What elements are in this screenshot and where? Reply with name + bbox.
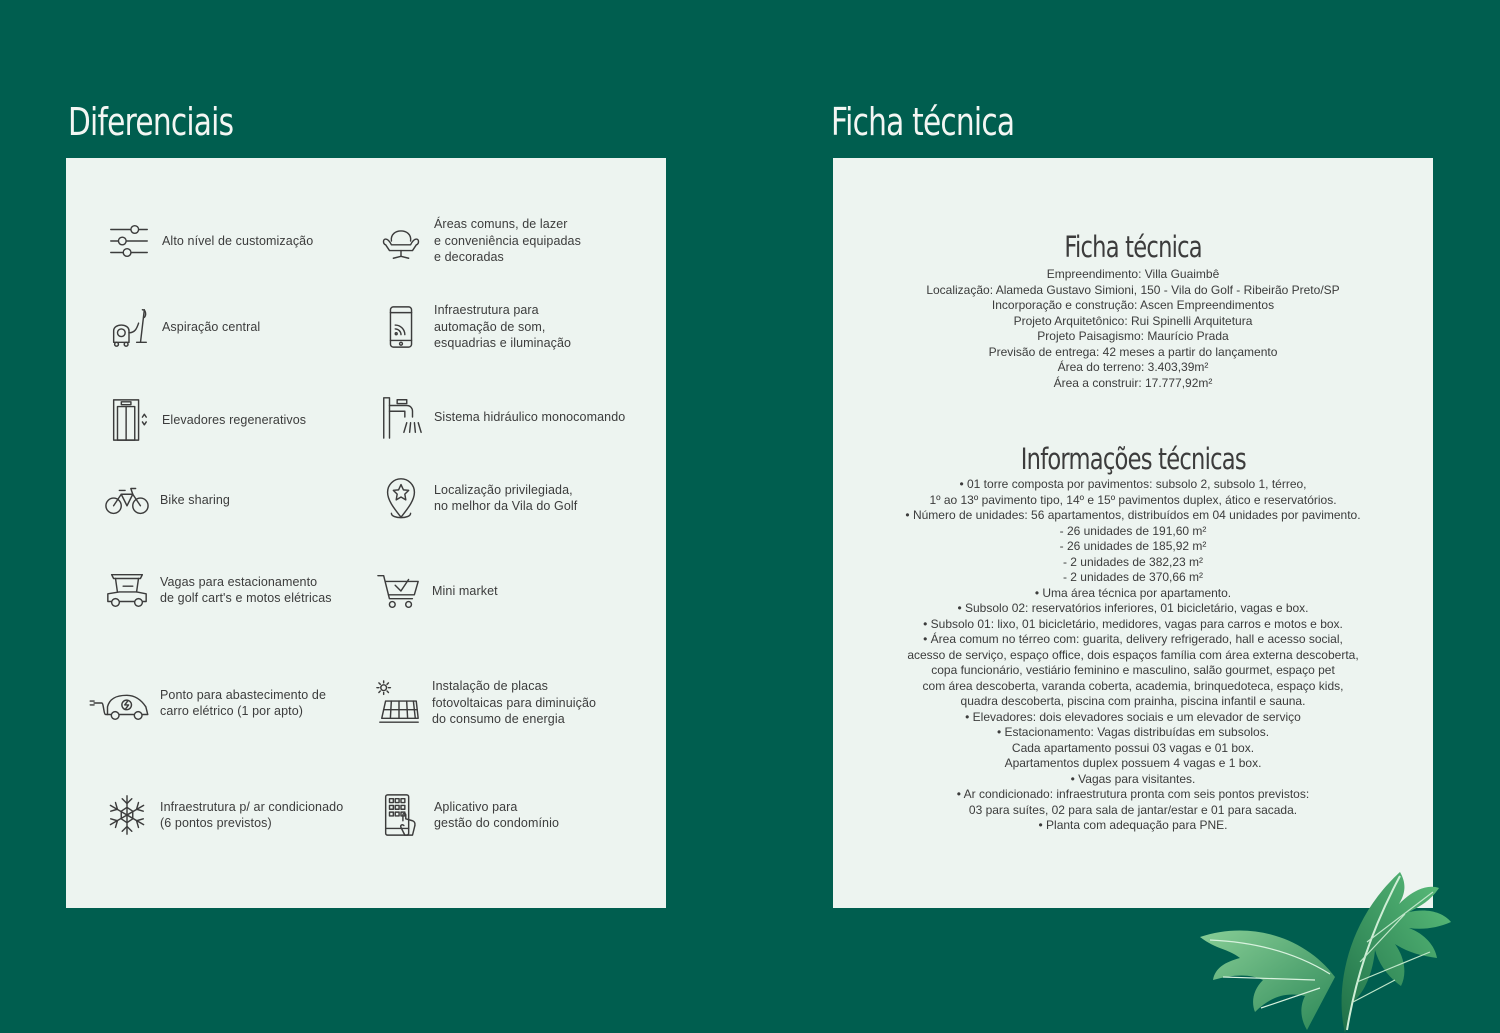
ficha-line: Área do terreno: 3.403,39m²: [1057, 360, 1209, 374]
feature-label: Elevadores regenerativos: [162, 412, 307, 427]
info-line: acesso de serviço, espaço office, dois espaços família com área externa descoberta,: [907, 647, 1359, 662]
feature-label: Bike sharing: [160, 492, 230, 507]
feature-label: Áreas comuns, de lazer e conveniência equipadas e decoradas: [434, 217, 581, 265]
ficha-line: Incorporação e construção: Ascen Empreendimentos: [991, 298, 1275, 312]
feature-item: [104, 395, 306, 445]
informacoes-tecnicas-heading: Informações técnicas: [1020, 442, 1246, 476]
ficha-line: Projeto Arquitetônico: Rui Spinelli Arquitetura: [1013, 313, 1253, 328]
sliders-icon: [104, 216, 154, 266]
ficha-line: Área a construir: 17.777,92m²: [1053, 375, 1213, 390]
feature-label: Vagas para estacionamento de golf cart's e motos elétricas: [160, 574, 332, 605]
feature-item: [376, 473, 577, 523]
elevator-icon: [104, 395, 154, 445]
info-line: • Vagas para visitantes.: [1070, 771, 1196, 786]
ficha-tecnica-list: [833, 267, 1433, 391]
monstera-leaf-icon: [1195, 862, 1455, 1033]
solar-panel-icon: [374, 678, 424, 728]
app-phone-icon: [376, 790, 426, 840]
diferenciais-title: Diferenciais: [68, 100, 234, 144]
shopping-cart-icon: [374, 566, 424, 616]
feature-item: [376, 392, 625, 442]
info-line: - 2 unidades de 370,66 m²: [1062, 570, 1204, 584]
ficha-line: Localização: Alameda Gustavo Simioni, 150 - Vila do Golf - Ribeirão Preto/SP: [926, 282, 1340, 297]
ficha-tecnica-heading: Ficha técnica: [1064, 230, 1202, 264]
info-line: com área descoberta, varanda coberta, academia, brinquedoteca, espaço kids,: [922, 678, 1344, 693]
ficha-tecnica-title: Ficha técnica: [831, 100, 1015, 144]
feature-label: Instalação de placas fotovoltaicas para diminuição do consumo de energia: [432, 679, 597, 727]
feature-label: Aplicativo para gestão do condomínio: [434, 799, 560, 830]
feature-label: Localização privilegiada, no melhor da Vila do Golf: [434, 482, 578, 513]
info-line: quadra descoberta, piscina com prainha, piscina infantil e sauna.: [960, 694, 1306, 708]
snowflake-icon: [102, 790, 152, 840]
golf-cart-icon: [102, 565, 152, 615]
vacuum-cleaner-icon: [104, 302, 154, 352]
ficha-line: Projeto Paisagismo: Maurício Prada: [1037, 329, 1229, 343]
feature-item: [374, 566, 498, 616]
info-line: - 2 unidades de 382,23 m²: [1062, 554, 1204, 569]
feature-item: [376, 216, 581, 266]
feature-item: [376, 790, 559, 840]
info-line: - 26 unidades de 191,60 m²: [1059, 523, 1207, 538]
feature-label: Sistema hidráulico monocomando: [434, 409, 626, 424]
info-line: • Subsolo 02: reservatórios inferiores, 01 bicicletário, vagas e box.: [957, 601, 1309, 615]
feature-label: Infraestrutura p/ ar condicionado (6 pontos previstos): [160, 799, 344, 830]
info-line: - 26 unidades de 185,92 m²: [1059, 539, 1207, 553]
info-line: 03 para suítes, 02 para sala de jantar/estar e 01 para sacada.: [968, 802, 1298, 817]
feature-item: [104, 216, 313, 266]
info-line: • Área comum no térreo com: guarita, delivery refrigerado, hall e acesso social,: [923, 632, 1343, 646]
info-line: Apartamentos duplex possuem 4 vagas e 1 box.: [1004, 756, 1262, 770]
feature-item: [374, 678, 596, 728]
info-line: • 01 torre composta por pavimentos: subsolo 2, subsolo 1, térreo,: [959, 477, 1307, 491]
electric-car-icon: [86, 678, 152, 728]
feature-label: Ponto para abastecimento de carro elétrico (1 por apto): [160, 687, 327, 718]
ficha-line: Empreendimento: Villa Guaimbê: [1046, 267, 1220, 281]
info-line: • Planta com adequação para PNE.: [1038, 818, 1228, 832]
info-line: • Estacionamento: Vagas distribuídas em subsolos.: [996, 725, 1270, 739]
feature-label: Infraestrutura para automação de som, esquadrias e iluminação: [434, 303, 572, 351]
feature-item: [102, 790, 343, 840]
info-line: • Uma área técnica por apartamento.: [1034, 585, 1232, 600]
feature-item: [102, 565, 332, 615]
informacoes-tecnicas-list: [833, 477, 1433, 834]
info-line: • Elevadores: dois elevadores sociais e um elevador de serviço: [965, 709, 1301, 724]
feature-item: [86, 678, 326, 728]
faucet-icon: [376, 392, 426, 442]
smartphone-wifi-icon: [376, 302, 426, 352]
info-line: 1º ao 13º pavimento tipo, 14º e 15º pavimentos duplex, ático e reservatórios.: [929, 492, 1337, 507]
ficha-line: Previsão de entrega: 42 meses a partir do lançamento: [988, 344, 1278, 359]
info-line: • Ar condicionado: infraestrutura pronta com seis pontos previstos:: [956, 787, 1310, 801]
feature-item: [376, 302, 571, 352]
ficha-tecnica-panel: [833, 158, 1433, 908]
feature-item: [102, 475, 230, 525]
armchair-icon: [376, 216, 426, 266]
info-line: • Subsolo 01: lixo, 01 bicicletário, medidores, vagas para carros e motos e box.: [923, 616, 1343, 631]
info-line: copa funcionário, vestiário feminino e masculino, salão gourmet, espaço pet: [931, 663, 1335, 677]
bicycle-icon: [102, 475, 152, 525]
feature-label: Alto nível de customização: [162, 233, 314, 248]
location-pin-star-icon: [376, 473, 426, 523]
feature-item: [104, 302, 260, 352]
feature-label: Mini market: [432, 583, 498, 598]
info-line: Cada apartamento possui 03 vagas e 01 box.: [1011, 740, 1255, 755]
diferenciais-panel: [66, 158, 666, 908]
feature-label: Aspiração central: [162, 319, 261, 334]
info-line: • Número de unidades: 56 apartamentos, distribuídos em 04 unidades por pavimento.: [905, 508, 1361, 522]
